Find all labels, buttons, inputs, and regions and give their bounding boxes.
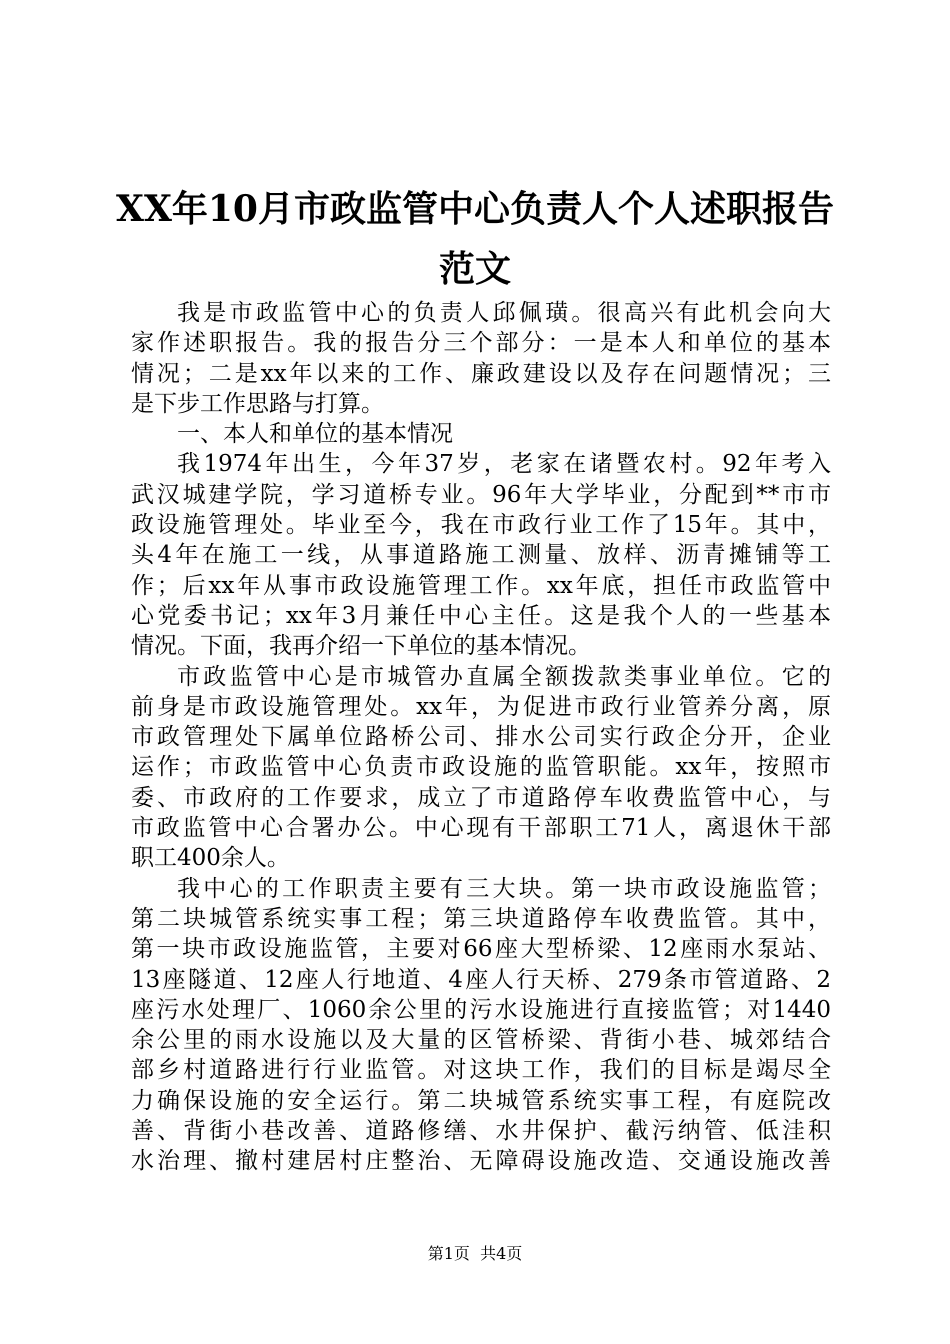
document-body bbox=[131, 298, 831, 1177]
text-line: 情况；二是xx年以来的工作、廉政建设以及存在问题情况；三 bbox=[131, 360, 831, 387]
text-line: 我是市政监管中心的负责人邱佩璜。很高兴有此机会向大 bbox=[177, 300, 831, 326]
text-line: 前身是市政设施管理处。xx年，为促进市政行业管养分离，原 bbox=[131, 693, 831, 720]
text-line: 市政管理处下属单位路桥公司、排水公司实行政企分开，企业 bbox=[131, 724, 831, 751]
text-line: 武汉城建学院，学习道桥专业。96年大学毕业，分配到**市市 bbox=[131, 481, 831, 508]
text-line: 心党委书记；xx年3月兼任中心主任。这是我个人的一些基本 bbox=[131, 602, 831, 629]
document-title-line-1: XX年10月市政监管中心负责人个人述职报告 bbox=[116, 188, 834, 230]
text-line: 委、市政府的工作要求，成立了市道路停车收费监管中心，与 bbox=[131, 784, 831, 811]
text-line: 13座隧道、12座人行地道、4座人行天桥、279条市管道路、2 bbox=[131, 966, 831, 993]
text-line: 市政监管中心合署办公。中心现有干部职工71人，离退休干部 bbox=[131, 815, 831, 842]
text-line: 水治理、撤村建居村庄整治、无障碍设施改造、交通设施改善 bbox=[131, 1148, 831, 1175]
text-line: 善、背街小巷改善、道路修缮、水井保护、截污纳管、低洼积 bbox=[131, 1118, 831, 1145]
text-line: 头4年在施工一线，从事道路施工测量、放样、沥青摊铺等工 bbox=[131, 542, 831, 569]
text-line: 家作述职报告。我的报告分三个部分：一是本人和单位的基本 bbox=[131, 330, 831, 357]
text-line: 作；后xx年从事市政设施管理工作。xx年底，担任市政监管中 bbox=[131, 572, 831, 599]
text-line: 职工400余人。 bbox=[131, 845, 290, 872]
text-line: 力确保设施的安全运行。第二块城管系统实事工程，有庭院改 bbox=[131, 1087, 831, 1114]
text-line: 政设施管理处。毕业至今，我在市政行业工作了15年。其中， bbox=[131, 512, 831, 539]
page-footer: 第1页 共4页 bbox=[427, 1244, 523, 1263]
text-line: 是下步工作思路与打算。 bbox=[131, 390, 384, 417]
text-line: 市政监管中心是市城管办直属全额拨款类事业单位。它的 bbox=[177, 663, 831, 690]
text-line: 我1974年出生，今年37岁，老家在诸暨农村。92年考入 bbox=[177, 451, 831, 478]
text-line: 余公里的雨水设施以及大量的区管桥梁、背街小巷、城郊结合 bbox=[131, 1027, 831, 1054]
text-line: 运作；市政监管中心负责市政设施的监管职能。xx年，按照市 bbox=[131, 754, 831, 781]
text-line: 一、本人和单位的基本情况 bbox=[177, 421, 453, 448]
text-line: 情况。下面，我再介绍一下单位的基本情况。 bbox=[131, 633, 591, 660]
text-line: 我中心的工作职责主要有三大块。第一块市政设施监管； bbox=[177, 875, 831, 902]
document-title-line-2: 范文 bbox=[438, 248, 511, 290]
text-line: 部乡村道路进行行业监管。对这块工作，我们的目标是竭尽全 bbox=[131, 1057, 831, 1084]
text-line: 第二块城管系统实事工程；第三块道路停车收费监管。其中， bbox=[131, 905, 831, 932]
text-line: 座污水处理厂、1060余公里的污水设施进行直接监管；对1440 bbox=[131, 996, 831, 1023]
text-line: 第一块市政设施监管，主要对66座大型桥梁、12座雨水泵站、 bbox=[131, 936, 831, 963]
